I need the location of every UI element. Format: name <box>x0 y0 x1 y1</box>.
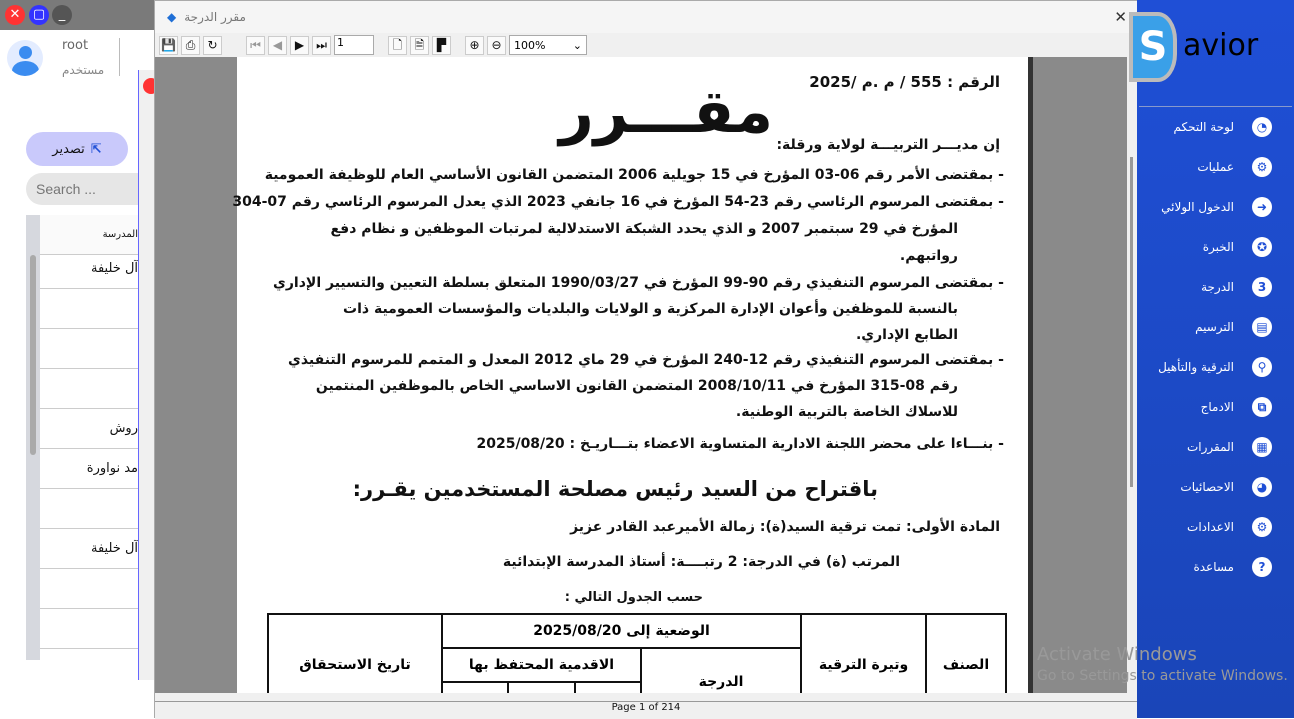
sidebar-item[interactable] <box>1139 347 1292 387</box>
legal-line: الطابع الإداري. <box>855 327 958 343</box>
list-item[interactable] <box>40 289 138 329</box>
viewer-title: مقرر الدرجة <box>184 10 246 24</box>
sidebar-item[interactable] <box>1139 387 1292 427</box>
table-intro: حسب الجدول التالي : <box>564 590 703 605</box>
arrow-right-circle-icon: ➜ <box>1252 197 1272 217</box>
header-status: الوضعية إلى 2025/08/20 <box>442 614 801 648</box>
minimize-icon[interactable]: _ <box>52 5 72 25</box>
number-3-icon: 3 <box>1252 277 1272 297</box>
list-item[interactable]: آل خليفة <box>40 529 138 569</box>
pie-chart-icon: ◕ <box>1252 477 1272 497</box>
gauge-icon: ◔ <box>1252 117 1272 137</box>
share-icon: ⇱ <box>90 141 102 157</box>
zoom-in-icon[interactable]: ⊕ <box>465 36 484 55</box>
document-check-icon: ▤ <box>1252 317 1272 337</box>
document-heading: مقـــرر <box>559 77 773 147</box>
print-icon[interactable]: ⎙ <box>181 36 200 55</box>
sidebar-item-label: عمليات <box>1197 160 1234 174</box>
page-status: Page 1 of 214 <box>155 701 1137 719</box>
list-item[interactable] <box>40 569 138 609</box>
list-item[interactable]: مد نواورة <box>40 449 138 489</box>
decision-line: باقتراح من السيد رئيس مصلحة المستخدمين يقـرر: <box>352 477 878 501</box>
legal-line: بالنسبة للموظفين وأعوان الإدارة المركزية و الولايات والبلديات والمؤسسات العمومية ذات <box>343 301 958 317</box>
viewer-toolbar <box>155 33 1137 57</box>
page-width-icon[interactable]: 🗎 <box>410 36 429 55</box>
list-item[interactable]: آل خليفة <box>40 249 138 289</box>
list-item[interactable] <box>40 609 138 649</box>
sidebar-item[interactable] <box>1139 467 1292 507</box>
activation-watermark: Activate Windows <box>1037 644 1197 665</box>
viewer-titlebar <box>155 1 1137 33</box>
first-page-icon[interactable]: ⏮ <box>246 36 265 55</box>
sidebar-item-label: الترسيم <box>1195 320 1234 334</box>
brand-name: avior <box>1183 28 1259 63</box>
close-button[interactable]: ✕ <box>1114 8 1127 26</box>
legal-line: - بمقتضى المرسوم التنفيذي رقم 90-99 المؤرخ في 1990/03/27 المتعلق بسلطة التعيين والتسيير الإداري <box>273 275 1004 291</box>
rank-line: المرتب (ة) في الدرجة: 2 رتبــــة: أستاذ المدرسة الإبتدائية <box>502 554 900 570</box>
sidebar-item[interactable] <box>1139 187 1292 227</box>
zoom-out-icon[interactable]: ⊖ <box>487 36 506 55</box>
gears-icon: ⚙ <box>1252 157 1272 177</box>
files-icon: ▦ <box>1252 437 1272 457</box>
avatar <box>7 40 43 76</box>
intro-line: إن مديـــر التربيـــة لولاية ورقلة: <box>776 137 1000 153</box>
sidebar-item-label: الخبرة <box>1202 240 1234 254</box>
report-canvas[interactable] <box>155 57 1127 693</box>
legal-line: للاسلاك الخاصة بالتربية الوطنية. <box>735 404 958 420</box>
legal-line: - بمقتضى المرسوم الرئاسي رقم 23-54 المؤرخ في 16 جانفي 2023 الذي يعدل المرسوم الرئاسي رقم 07-304 <box>232 194 1004 210</box>
sidebar-item-label: الدخول الولائي <box>1161 200 1234 214</box>
stairs-climb-icon: ⚲ <box>1252 357 1272 377</box>
sidebar-item-label: الدرجة <box>1201 280 1234 294</box>
sidebar-item-label: الترقية والتأهيل <box>1158 360 1234 374</box>
sidebar <box>1137 0 1294 718</box>
promotion-table <box>267 613 1007 693</box>
zoom-select[interactable] <box>509 35 587 55</box>
list-item[interactable] <box>40 369 138 409</box>
sidebar-item[interactable] <box>1139 507 1292 547</box>
refresh-icon[interactable]: ↻ <box>203 36 222 55</box>
legal-line: رقم 08-315 المؤرخ في 2008/10/11 المتضمن القانون الاساسي الخاص بالموظفين المنتمين <box>315 378 958 394</box>
sidebar-item-label: الاعدادات <box>1187 520 1234 534</box>
last-page-icon[interactable]: ⏭ <box>312 36 331 55</box>
report-viewer-window <box>154 0 1138 718</box>
sidebar-nav <box>1139 106 1292 587</box>
next-page-icon[interactable]: ▶ <box>290 36 309 55</box>
merge-icon: ⧉ <box>1252 397 1272 417</box>
zoom-value: 100% <box>514 38 546 52</box>
chevron-down-icon: ⌄ <box>572 38 582 52</box>
list-item[interactable] <box>40 489 138 529</box>
app-logo-icon: ◆ <box>167 10 177 24</box>
help-icon: ? <box>1252 557 1272 577</box>
legal-line: - بنـــاءا على محضر اللجنة الادارية المتساوية الاعضاء بتـــاريـخ : 2025/08/20 <box>476 436 1004 452</box>
sidebar-item[interactable] <box>1139 267 1292 307</box>
teachers-list <box>26 215 138 660</box>
legal-line: المؤرخ في 29 سبتمبر 2007 و الذي يحدد الشبكة الاستدلالية لمرتبات الموظفين و نظام دفع <box>330 221 958 237</box>
reference-number: الرقم : 555 / م .م /2025 <box>809 73 1000 91</box>
single-page-icon[interactable]: 🗋 <box>388 36 407 55</box>
header-due-date: تاريخ الاستحقاق <box>268 614 442 693</box>
divider <box>119 38 120 76</box>
close-icon[interactable]: ✕ <box>5 5 25 25</box>
article-one: المادة الأولى: تمت ترقية السيد(ة): زمالة الأميرعبد القادر عزيز <box>570 519 1000 535</box>
vertical-scrollbar[interactable] <box>1127 57 1137 693</box>
app-titlebar <box>0 0 160 30</box>
list-scrollbar[interactable] <box>26 215 40 660</box>
legal-line: رواتبهم. <box>899 248 958 264</box>
list-header: المدرسة <box>40 215 138 255</box>
sidebar-item-label: لوحة التحكم <box>1173 120 1234 134</box>
page-number-input[interactable]: 1 <box>334 35 374 55</box>
sidebar-item-label: مساعدة <box>1193 560 1234 574</box>
previous-page-icon[interactable]: ◀ <box>268 36 287 55</box>
header-pace: وتيرة الترقية <box>801 614 926 693</box>
header-grade: الدرجة <box>641 648 801 693</box>
save-icon[interactable]: 💾 <box>159 36 178 55</box>
list-item[interactable] <box>40 329 138 369</box>
export-button[interactable] <box>26 132 128 166</box>
legal-line: - بمقتضى المرسوم التنفيذي رقم 12-240 المؤرخ في 29 ماي 2012 المعدل و المتمم للمرسوم التنفيذي <box>287 352 1004 368</box>
list-item[interactable]: روش <box>40 409 138 449</box>
header-seniority: الاقدمية المحتفظ بها <box>442 648 641 682</box>
sidebar-item-label: الادماج <box>1200 400 1234 414</box>
user-name: root <box>62 38 89 53</box>
gear-icon: ⚙ <box>1252 517 1272 537</box>
sidebar-item-label: المقررات <box>1186 440 1234 454</box>
sidebar-item[interactable] <box>1139 147 1292 187</box>
report-page <box>232 57 1033 693</box>
page-layout-icon[interactable]: ▛ <box>432 36 451 55</box>
header-class: الصنف <box>926 614 1006 693</box>
sidebar-item[interactable] <box>1139 227 1292 267</box>
sidebar-item[interactable] <box>1139 307 1292 347</box>
activation-watermark-hint: Go to Settings to activate Windows. <box>1037 668 1288 684</box>
badge-icon: ✪ <box>1252 237 1272 257</box>
brand-logo: S avior <box>1137 10 1287 90</box>
export-label: تصدير <box>52 141 85 157</box>
sidebar-item-label: الاحصائيات <box>1180 480 1234 494</box>
search-input[interactable] <box>26 173 156 205</box>
user-role: مستخدم <box>62 63 105 77</box>
legal-line: - بمقتضى الأمر رقم 06-03 المؤرخ في 15 جويلية 2006 المتضمن القانون الأساسي العام للوظيفة العمومية <box>264 167 1004 183</box>
sidebar-item[interactable] <box>1139 427 1292 467</box>
sidebar-item[interactable] <box>1139 107 1292 147</box>
sidebar-item[interactable] <box>1139 547 1292 587</box>
maximize-icon[interactable]: ▢ <box>29 5 49 25</box>
